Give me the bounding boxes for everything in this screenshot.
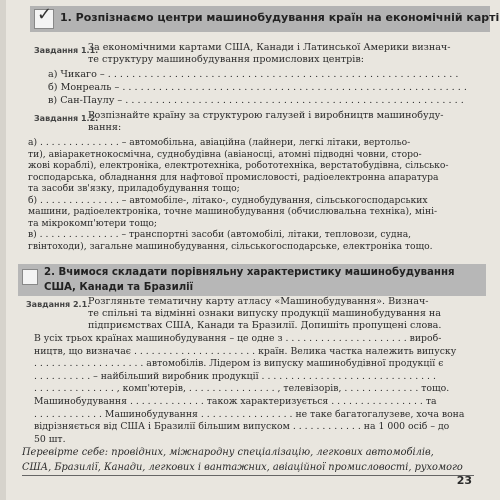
answer-line-sao-paulo[interactable]: в) Сан-Паулу – . . . . . . . . . . . . . . . . . . . . . . . . . . . . . . . . . . . . . . . . . . . . . . . . . . . . . . . . — [48, 95, 464, 106]
text-line[interactable]: в) . . . . . . . . . . . . . . – транспортні засоби (автомобілі, літаки, тепловози, судна, — [28, 229, 412, 240]
task-1-1-label: Завдання 1.1. — [34, 46, 99, 55]
task-2-1-prompt — [88, 296, 441, 331]
task-1-2-text — [28, 137, 449, 252]
task-2-1-label: Завдання 2.1. — [26, 300, 91, 309]
section-1-title: 1. Розпізнаємо центри машинобудування країн на економічній карті — [60, 11, 500, 24]
prompt-line: Розпізнайте країну за структурою галузей і виробництв машинобуду- — [88, 110, 444, 121]
prompt-line: те структуру машинобудування промислових центрів: — [88, 53, 364, 65]
section-2-title — [44, 265, 464, 295]
fill-line[interactable]: відрізняється від США і Бразилії більшим випуском . . . . . . . . . . . . на 1 000 осіб – до — [34, 421, 450, 433]
text-line[interactable]: а) . . . . . . . . . . . . . . – автомобільна, авіаційна (лайнери, легкі літаки, вертольо- — [28, 137, 411, 148]
text-line: жові кораблі), електроніка, електротехніка, робототехніка, верстатобудівна, сільсько- — [28, 160, 449, 171]
text-line: машини, радіоелектроніка, точне машинобудування (обчислювальна техніка), міні- — [28, 206, 438, 217]
checkmark-icon: ✓ — [37, 4, 53, 25]
section-2-title-line: 2. Вчимося складати порівняльну характеристику машинобудування — [44, 267, 455, 278]
text-line: та засоби зв'язку, приладобудування тощо; — [28, 183, 240, 194]
fill-line[interactable]: . . . . . . . . . . – найбільший виробник продукції . . . . . . . . . . . . . . . . . . . . . . . . . . . . . . — [34, 370, 436, 382]
page-edge — [0, 0, 6, 500]
prompt-line: За економічними картами США, Канади і Латинської Америки визнач- — [88, 42, 451, 53]
task-2-1-text — [34, 333, 464, 446]
text-line: ти), авіаракетнокосмічна, суднобудівна (авіаносці, атомні підводні човни, сторо- — [28, 148, 422, 160]
fill-line[interactable]: . . . . . . . . . . . . Машинобудування . . . . . . . . . . . . . . . . не таке багатогалузеве, хоча вона — [34, 408, 465, 420]
answer-line-chicago[interactable]: а) Чикаго – . . . . . . . . . . . . . . . . . . . . . . . . . . . . . . . . . . . . . . . . . . . . . . . . . . . . . . . . . . — [48, 69, 459, 80]
fill-line[interactable]: В усіх трьох країнах машинобудування – це одне з . . . . . . . . . . . . . . . . . . . . . вироб- — [34, 333, 442, 344]
prompt-line: те спільні та відмінні ознаки випуску продукції машинобудування на — [88, 307, 442, 319]
page-number: 23 — [456, 474, 472, 487]
fill-line[interactable]: . . . . . . . . . . . . . . . . . . . автомобілів. Лідером із випуску машинобудівної продукції є — [34, 358, 444, 370]
fill-line[interactable]: . . . . . . . . . . . . . . , комп'ютерів, . . . . . . . . . . . . . . . , телевізорів, . . . . . . . . . . . . . тощо. — [34, 383, 450, 395]
check-yourself-note — [22, 446, 474, 476]
text-line: та мікрокомп'ютери тощо; — [28, 217, 158, 229]
check-line: США, Бразилії, Канади, легкових і вантажних, авіаційної промисловості, рухомого — [22, 461, 474, 477]
fill-line[interactable]: Машинобудування . . . . . . . . . . . . . також характеризується . . . . . . . . . . . . . . . . та — [34, 395, 437, 407]
text-line[interactable]: б) . . . . . . . . . . . . . . – автомобіле-, літако-, суднобудування, сільськогосподарських — [28, 194, 428, 206]
answer-line-montreal[interactable]: б) Монреаль – . . . . . . . . . . . . . . . . . . . . . . . . . . . . . . . . . . . . . . . . . . . . . . . . . . . . . . . . . — [48, 82, 467, 93]
task-1-2-prompt — [88, 110, 444, 134]
section-2-header — [18, 264, 486, 296]
checkbox-icon — [34, 4, 54, 29]
task-1-2-label: Завдання 1.2. — [34, 114, 99, 123]
text-line: гвінтоходи), загальне машинобудування, сільськогосподарське, електроніка тощо. — [28, 240, 433, 252]
prompt-line: вання: — [88, 121, 122, 133]
fill-line: 50 шт. — [34, 433, 66, 445]
section-2-title-line: США, Канади та Бразилії — [44, 282, 194, 293]
fill-line[interactable]: ництв, що визначає . . . . . . . . . . . . . . . . . . . . . країн. Велика частка належить випуску — [34, 345, 457, 357]
section-1-header — [30, 4, 500, 32]
prompt-line: Розгляньте тематичну карту атласу «Машинобудування». Визнач- — [88, 296, 429, 307]
check-line: Перевірте себе: провідних, міжнародну спеціалізацію, легкових автомобілів, — [22, 447, 434, 458]
text-line: господарська, обладнання для нафтової промисловості, радіоелектронна апаратура — [28, 171, 439, 183]
task-1-1-prompt — [88, 42, 451, 66]
checkbox-icon — [22, 269, 38, 285]
prompt-line: підприємствах США, Канади та Бразилії. Допишіть пропущені слова. — [88, 319, 442, 331]
